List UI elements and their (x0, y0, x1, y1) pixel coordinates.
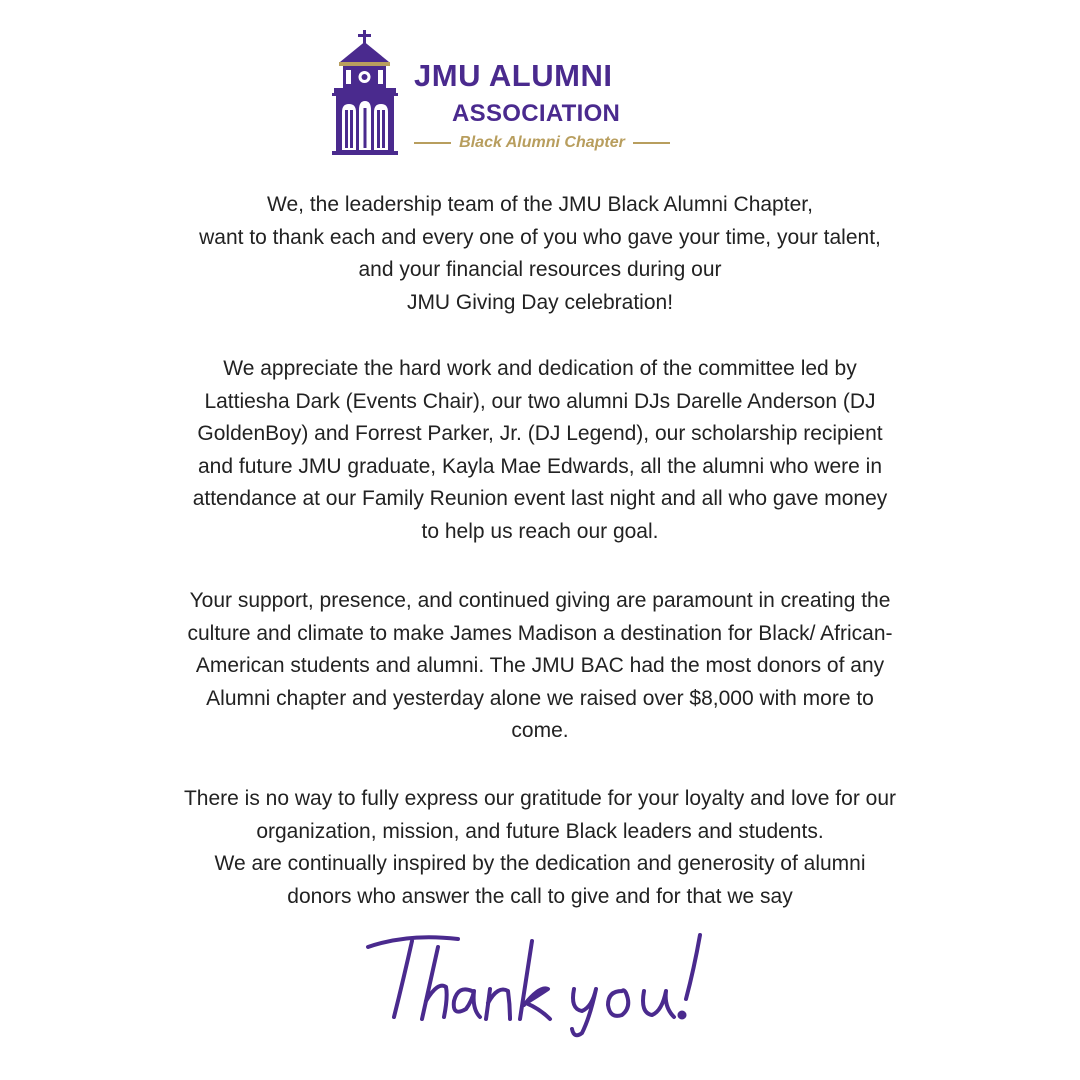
divider (414, 142, 451, 144)
text-line: Your support, presence, and continued giving are paramount in creating the (189, 589, 891, 612)
paragraph-appreciation (110, 353, 970, 548)
text-line: We, the leadership team of the JMU Black Alumni Chapter, (267, 193, 813, 216)
logo-title: JMU ALUMNI (414, 58, 613, 93)
signature-text: Thank you! (537, 985, 543, 986)
logo-subtitle: ASSOCIATION (452, 100, 621, 127)
text-line: to help us reach our goal. (421, 519, 659, 543)
jmu-alumni-logo (330, 30, 690, 160)
text-line: and future JMU graduate, Kayla Mae Edwards, all the alumni who were in (197, 454, 883, 478)
paragraph-thanks (110, 189, 970, 319)
paragraph-support (110, 585, 970, 748)
logo-chapter-banner (414, 134, 670, 152)
cupola-tower-icon (330, 30, 400, 155)
text-line: Lattiesha Dark (Events Chair), our two alumni DJs Darelle Anderson (DJ (204, 389, 876, 413)
text-line: We are continually inspired by the dedication and generosity of alumni (214, 852, 866, 875)
text-line: culture and climate to make James Madison a destination for Black/ African- (187, 621, 893, 645)
text-line: JMU Giving Day celebration! (406, 290, 674, 314)
thank-you-signature (360, 925, 720, 1040)
paragraph-gratitude (110, 783, 970, 913)
text-line: organization, mission, and future Black leaders and students. (256, 819, 824, 843)
text-line: attendance at our Family Reunion event last night and all who gave money (192, 487, 888, 510)
text-line: Alumni chapter and yesterday alone we raised over $8,000 with more to (206, 686, 874, 710)
text-line: GoldenBoy) and Forrest Parker, Jr. (DJ Legend), our scholarship recipient (197, 422, 883, 445)
text-line: and your financial resources during our (358, 258, 722, 281)
divider (633, 142, 670, 144)
text-line: American students and alumni. The JMU BAC had the most donors of any (195, 654, 885, 677)
text-line: There is no way to fully express our gratitude for your loyalty and love for our (183, 787, 896, 810)
text-line: donors who answer the call to give and for that we say (287, 884, 793, 908)
text-line: come. (511, 719, 569, 742)
text-line: want to thank each and every one of you who gave your time, your talent, (199, 225, 881, 249)
text-line: We appreciate the hard work and dedication of the committee led by (223, 357, 857, 380)
logo-chapter-name: Black Alumni Chapter (459, 134, 625, 151)
